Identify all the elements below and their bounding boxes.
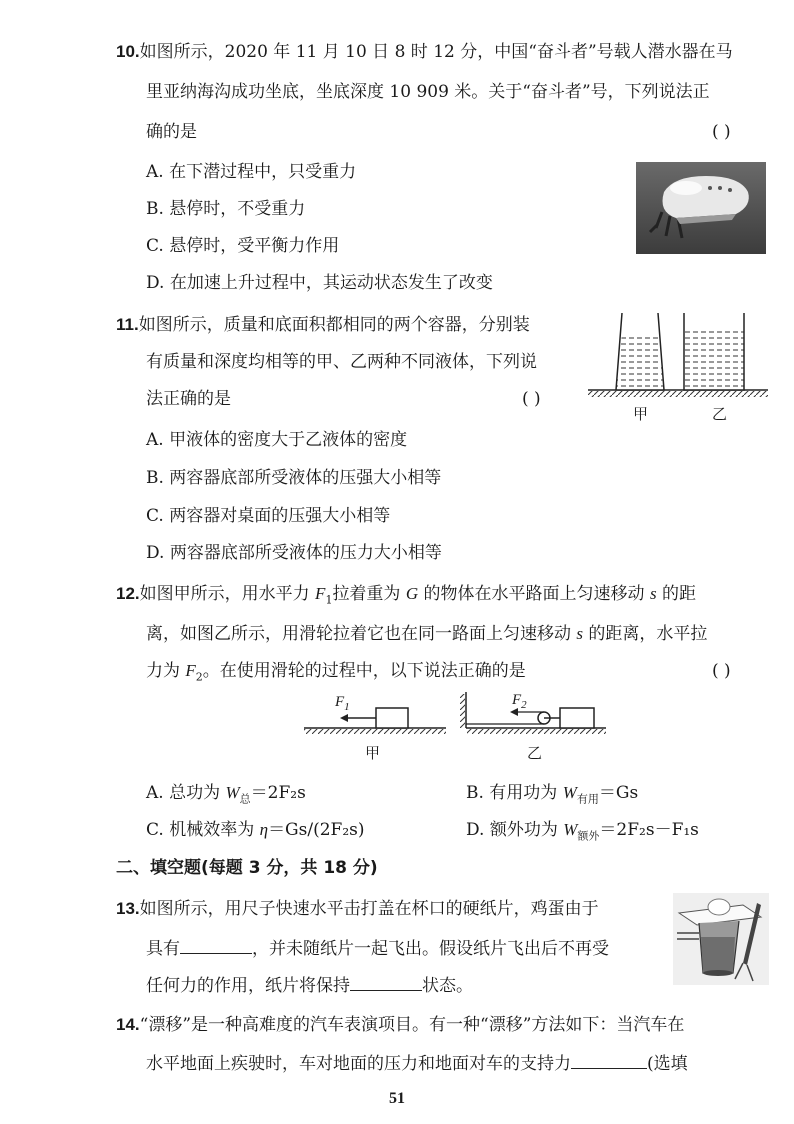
q14-blank-1[interactable] — [571, 1050, 647, 1069]
q12-option-c — [146, 818, 365, 842]
q12-text-2b: 的距离，水平拉 — [583, 624, 708, 644]
q12-fig-f1-letter: F — [335, 694, 345, 710]
q10-option-d: D. 在加速上升过程中，其运动状态发生了改变 — [146, 273, 493, 293]
q12-line1 — [116, 582, 696, 612]
q11-text-1: 如图所示，质量和底面积都相同的两个容器，分别装 — [138, 315, 530, 335]
q11-answer-paren: ( ) — [522, 389, 541, 409]
q12-fig-label-yi: 乙 — [527, 744, 543, 762]
q13-blank-2[interactable] — [350, 972, 422, 991]
q11-fig-label-yi: 乙 — [712, 405, 728, 423]
q12-opt-d-pre: D. 额外功为 — [466, 820, 564, 840]
q12-number: 12. — [116, 584, 140, 603]
q11-option-c: C. 两容器对桌面的压强大小相等 — [146, 506, 391, 526]
q12-var-s1: s — [649, 584, 657, 603]
q10-option-c: C. 悬停时，受平衡力作用 — [146, 236, 340, 256]
q12-var-f1-sub: 1 — [325, 593, 333, 607]
q12-figure-yi — [460, 692, 610, 742]
q14-number: 14. — [116, 1015, 140, 1034]
q14-text-2a: 水平地面上疾驶时，车对地面的压力和地面对车的支持力 — [146, 1054, 571, 1074]
q12-opt-b-var: W — [562, 783, 577, 802]
q12-var-f2: F — [185, 661, 196, 680]
q12-var-f2-sub: 2 — [195, 670, 203, 684]
q13-line2 — [146, 935, 609, 961]
q12-opt-a-sub: 总 — [239, 792, 251, 806]
q13-line3 — [146, 972, 473, 998]
q12-opt-a-post: ＝2F₂s — [250, 783, 306, 803]
q12-text-1d: 的距 — [656, 584, 696, 604]
q13-line1 — [116, 897, 599, 921]
q13-text-2b: ，并未随纸片一起飞出。假设纸片飞出后不再受 — [252, 939, 609, 959]
q11-option-d: D. 两容器底部所受液体的压力大小相等 — [146, 543, 442, 563]
q12-figure-jia — [300, 692, 450, 742]
q10-text-1: 如图所示，2020 年 11 月 10 日 8 时 12 分，中国“奋斗者”号载人潜水器在马 — [139, 42, 733, 62]
q13-text-2a: 具有 — [146, 939, 180, 959]
q12-line3 — [146, 659, 526, 689]
q12-opt-c-pre: C. 机械效率为 — [146, 820, 260, 840]
q14-text-2b: (选填 — [647, 1054, 688, 1074]
q14-line2 — [146, 1050, 688, 1076]
q10-option-a: A. 在下潜过程中，只受重力 — [146, 162, 357, 182]
q12-opt-d-var: W — [563, 820, 578, 839]
q12-option-d — [466, 818, 699, 848]
q11-option-b: B. 两容器底部所受液体的压强大小相等 — [146, 468, 442, 488]
q14-text-1: “漂移”是一种高难度的汽车表演项目。有一种“漂移”方法如下：当汽车在 — [139, 1015, 685, 1035]
q12-option-b — [466, 781, 638, 811]
q10-line2: 里亚纳海沟成功坐底，坐底深度 10 909 米。关于“奋斗者”号，下列说法正 — [146, 82, 710, 102]
q12-fig-f2-sub: 2 — [521, 699, 527, 711]
q12-fig-label-f2 — [512, 692, 527, 711]
q12-text-3b: 。在使用滑轮的过程中，以下说法正确的是 — [202, 661, 526, 681]
q10-line3: 确的是 — [146, 122, 197, 142]
q12-option-a — [146, 781, 306, 811]
q12-opt-c-var: η — [259, 820, 269, 839]
q12-opt-d-sub: 额外 — [577, 829, 600, 843]
q11-fig-label-jia: 甲 — [633, 405, 649, 423]
q10-line1 — [116, 40, 733, 64]
q12-opt-b-pre: B. 有用功为 — [466, 783, 563, 803]
q11-number: 11. — [116, 315, 139, 334]
two-containers-figure — [588, 305, 768, 405]
q13-number: 13. — [116, 899, 140, 918]
q13-text-3b: 状态。 — [422, 976, 473, 996]
q13-text-3a: 任何力的作用，纸片将保持 — [146, 976, 350, 996]
q12-var-g: G — [405, 584, 419, 603]
q12-text-3a: 力为 — [146, 661, 186, 681]
q11-option-a: A. 甲液体的密度大于乙液体的密度 — [146, 430, 408, 450]
q12-text-1c: 的物体在水平路面上匀速移动 — [418, 584, 650, 604]
q14-line1 — [116, 1013, 684, 1037]
q13-blank-1[interactable] — [180, 935, 252, 954]
q12-opt-d-post: ＝2F₂s－F₁s — [599, 820, 699, 840]
q12-opt-b-sub: 有用 — [576, 792, 599, 806]
q11-line3: 法正确的是 — [146, 389, 231, 409]
q10-option-b: B. 悬停时，不受重力 — [146, 199, 306, 219]
q12-opt-a-pre: A. 总功为 — [146, 783, 226, 803]
q11-line2: 有质量和深度均相等的甲、乙两种不同液体，下列说 — [146, 352, 537, 372]
q12-text-1a: 如图甲所示，用水平力 — [139, 584, 316, 604]
q13-text-1: 如图所示，用尺子快速水平击打盖在杯口的硬纸片，鸡蛋由于 — [139, 899, 599, 919]
q10-number: 10. — [116, 42, 140, 61]
q12-line2 — [146, 622, 707, 646]
egg-cup-ruler-photo — [673, 893, 769, 985]
q12-fig-label-jia: 甲 — [365, 744, 381, 762]
q12-var-s2: s — [576, 624, 584, 643]
section-fill-in-title: 二、填空题(每题 3 分，共 18 分) — [116, 858, 378, 878]
q12-opt-b-post: ＝Gs — [598, 783, 639, 803]
q12-fig-f2-letter: F — [512, 692, 522, 708]
q10-answer-paren: ( ) — [712, 122, 731, 142]
q12-opt-c-post: ＝Gs/(2F₂s) — [268, 820, 365, 840]
q12-var-f1: F — [315, 584, 326, 603]
submersible-photo — [636, 162, 766, 254]
page-number: 51 — [389, 1090, 405, 1107]
q12-opt-a-var: W — [225, 783, 240, 802]
q12-fig-label-f1 — [335, 694, 350, 713]
q11-line1 — [116, 313, 530, 337]
q12-fig-f1-sub: 1 — [344, 701, 350, 713]
q12-text-1b: 拉着重为 — [332, 584, 406, 604]
q12-text-2a: 离，如图乙所示，用滑轮拉着它也在同一路面上匀速移动 — [146, 624, 577, 644]
q12-answer-paren: ( ) — [712, 661, 731, 681]
